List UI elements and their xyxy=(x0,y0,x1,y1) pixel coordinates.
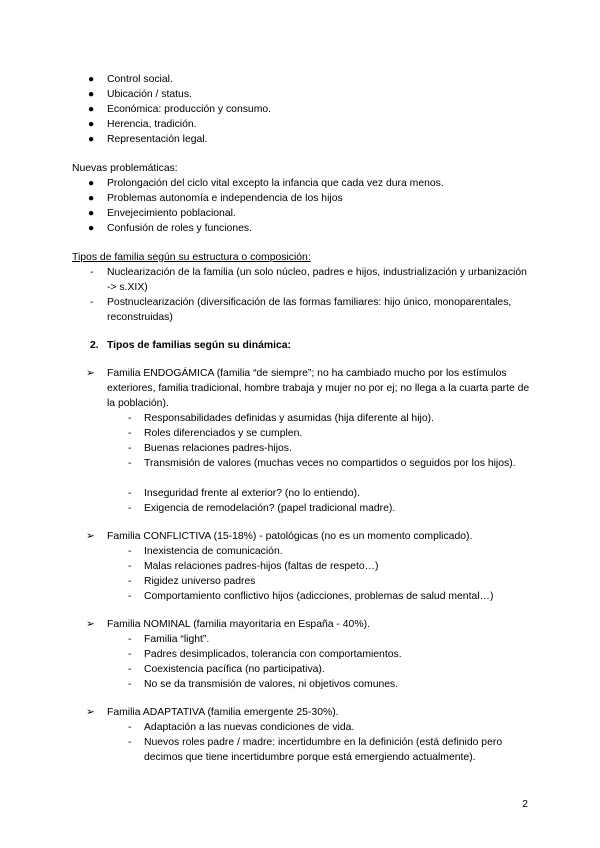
section-heading: Nuevas problemáticas: xyxy=(72,163,178,174)
bullet-marker: ● xyxy=(88,208,95,219)
family-type-entry: ➢ Familia NOMINAL (familia mayoritaria en España - 40%). xyxy=(86,619,370,630)
family-type-entry: ➢ Familia ADAPTATIVA (familia emergente 25-30%). xyxy=(86,707,339,718)
bullet-marker: ● xyxy=(88,119,95,130)
dash-marker: - xyxy=(128,503,132,514)
list-item: ● Representación legal. xyxy=(88,134,208,145)
list-item: - Adaptación a las nuevas condiciones de vida. xyxy=(128,722,355,733)
list-item: - Roles diferenciados y se cumplen. xyxy=(128,428,303,439)
section-heading-underlined: Tipos de familia según su estructura o composición: xyxy=(72,252,311,263)
arrow-bullet-icon: ➢ xyxy=(86,707,95,718)
list-item: - Inseguridad frente al exterior? (no lo entiendo). xyxy=(128,488,361,499)
list-item: - Postnuclearización (diversificación de las formas familiares: hijo único, monoparentales, reconstruidas) xyxy=(90,297,512,323)
family-type-entry: ➢ Familia CONFLICTIVA (15-18%) - patológicas (no es un momento complicado). xyxy=(86,531,473,542)
arrow-bullet-icon: ➢ xyxy=(86,619,95,630)
dash-marker: - xyxy=(128,443,132,454)
list-item: - Familia “light”. xyxy=(128,634,210,645)
dash-marker: - xyxy=(128,428,132,439)
list-item: - Responsabilidades definidas y asumidas (hija diferente al hijo). xyxy=(128,413,434,424)
dash-marker: - xyxy=(128,413,132,424)
bullet-marker: ● xyxy=(88,104,95,115)
list-item: - Nuevos roles padre / madre: incertidumbre en la definición (está definido pero decimos que tiene incertidumbre porque está emergiendo actualmente). xyxy=(128,737,503,763)
arrow-bullet-icon: ➢ xyxy=(86,531,95,542)
list-item: - Padres desimplicados, tolerancia con comportamientos. xyxy=(128,649,402,660)
list-item: - Malas relaciones padres-hijos (faltas de respeto…) xyxy=(128,561,379,572)
list-item: ● Herencia, tradición. xyxy=(88,119,197,130)
dash-marker: - xyxy=(128,488,132,499)
list-item: ● Ubicación / status. xyxy=(88,89,192,100)
bullet-marker: ● xyxy=(88,193,95,204)
list-item: - Exigencia de remodelación? (papel tradicional madre). xyxy=(128,503,396,514)
list-item: ● Envejecimiento poblacional. xyxy=(88,208,236,219)
list-item: - Rigidez universo padres xyxy=(128,576,256,587)
family-type-entry: ➢ Familia ENDOGÁMICA (familia “de siempre”; no ha cambiado mucho por los estímulos exteriores, familia tradicional, hombre trabaja y mujer no por ej; no llega a la cuarta parte de la población). xyxy=(86,368,530,409)
list-item: - Comportamiento conflictivo hijos (adicciones, problemas de salud mental…) xyxy=(128,591,494,602)
dash-marker: - xyxy=(90,267,94,278)
list-item: - Coexistencia pacífica (no participativa). xyxy=(128,664,325,675)
dash-marker: - xyxy=(128,679,132,690)
list-item: ● Confusión de roles y funciones. xyxy=(88,223,252,234)
list-item: - Inexistencia de comunicación. xyxy=(128,546,283,557)
section-title: 2. Tipos de familias según su dinámica: xyxy=(90,340,292,351)
list-item: ● Prolongación del ciclo vital excepto la infancia que cada vez dura menos. xyxy=(88,178,444,189)
bullet-marker: ● xyxy=(88,178,95,189)
arrow-bullet-icon: ➢ xyxy=(86,368,95,379)
dash-marker: - xyxy=(128,546,132,557)
dash-marker: - xyxy=(128,649,132,660)
bullet-marker: ● xyxy=(88,223,95,234)
list-item: ● Control social. xyxy=(88,74,173,85)
bullet-marker: ● xyxy=(88,74,95,85)
list-item: - Nuclearización de la familia (un solo núcleo, padres e hijos, industrialización y urbanización -> s.XIX) xyxy=(90,267,527,293)
dash-marker: - xyxy=(128,561,132,572)
list-item: ● Económica: producción y consumo. xyxy=(88,104,272,115)
list-item: - No se da transmisión de valores, ni objetivos comunes. xyxy=(128,679,399,690)
dash-marker: - xyxy=(128,576,132,587)
bullet-marker: ● xyxy=(88,89,95,100)
dash-marker: - xyxy=(128,634,132,645)
list-item: ● Problemas autonomía e independencia de los hijos xyxy=(88,193,343,204)
dash-marker: - xyxy=(128,458,132,469)
dash-marker: - xyxy=(90,297,94,308)
bullet-marker: ● xyxy=(88,134,95,145)
list-item: - Buenas relaciones padres-hijos. xyxy=(128,443,292,454)
list-item: - Transmisión de valores (muchas veces no compartidos o seguidos por los hijos). xyxy=(128,458,516,469)
dash-marker: - xyxy=(128,722,132,733)
dash-marker: - xyxy=(128,664,132,675)
dash-marker: - xyxy=(128,591,132,602)
dash-marker: - xyxy=(128,737,132,748)
page-number: 2 xyxy=(522,799,528,810)
section-number: 2. xyxy=(90,340,99,351)
